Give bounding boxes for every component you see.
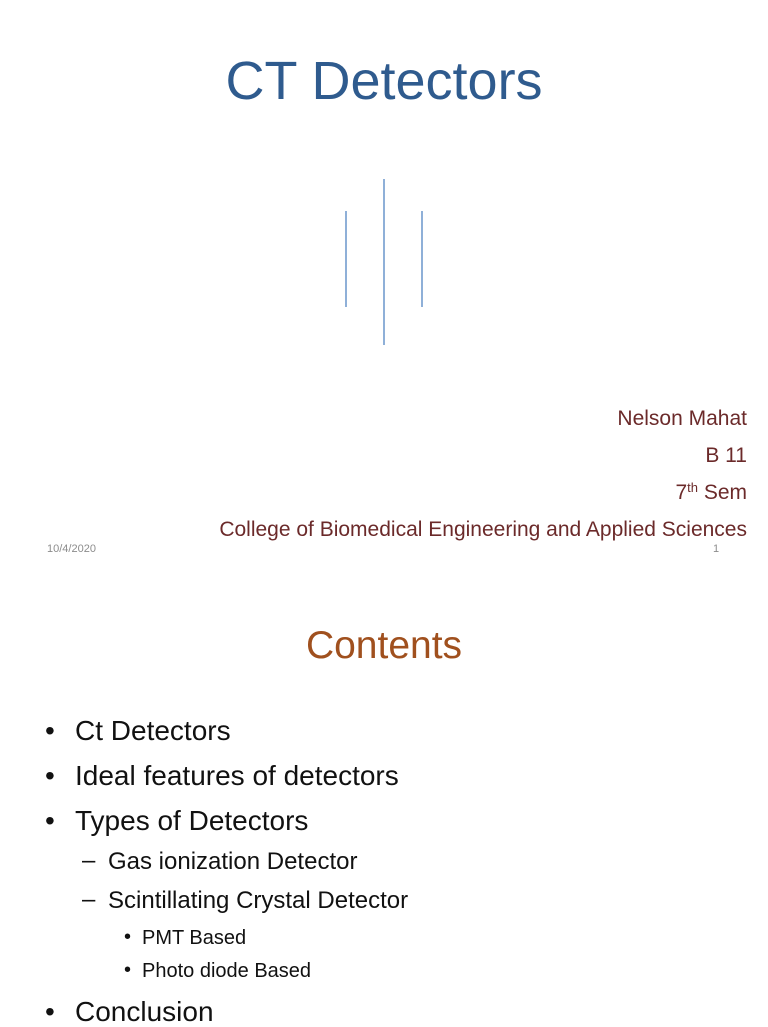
bullet-marker: • [124,959,132,981]
list-subsubitem-text: Photo diode Based [142,960,312,982]
list-subitem [82,847,358,875]
batch-label: B 11 [705,444,747,467]
list-subitem [82,886,409,914]
bullet-marker: • [45,805,55,836]
decorative-line-left [345,211,347,307]
list-item-text: Ct Detectors [75,715,231,746]
page-number: 1 [713,543,720,555]
dash-marker: – [82,847,96,874]
list-subitem-text: Gas ionization Detector [108,848,358,875]
semester-suffix: th [687,480,698,495]
list-item-text: Ideal features of detectors [75,760,399,791]
semester-label [675,482,747,503]
list-item [45,760,399,791]
slide-title: CT Detectors [225,51,543,111]
contents-slide [0,568,768,1027]
list-subsubitem [124,959,312,982]
decorative-line-center [383,179,385,345]
bullet-marker: • [45,996,55,1027]
author-name: Nelson Mahat [617,407,747,430]
semester-number: 7 [675,481,688,504]
bullet-marker: • [45,715,55,746]
contents-title: Contents [305,624,463,667]
decorative-line-right [421,211,423,307]
bullet-marker: • [45,760,55,791]
list-item-text: Conclusion [75,996,214,1027]
footer-date: 10/4/2020 [47,543,96,555]
list-item [45,805,309,836]
list-subitem-text: Scintillating Crystal Detector [108,887,409,914]
list-item [45,715,231,746]
list-subsubitem-text: PMT Based [142,927,247,949]
list-item-text: Types of Detectors [75,805,309,836]
list-subsubitem [124,926,247,949]
dash-marker: – [82,886,96,913]
college-name: College of Biomedical Engineering and Applied Sciences [219,518,747,541]
semester-word: Sem [697,481,747,504]
bullet-marker: • [124,926,132,948]
list-item [45,996,214,1027]
